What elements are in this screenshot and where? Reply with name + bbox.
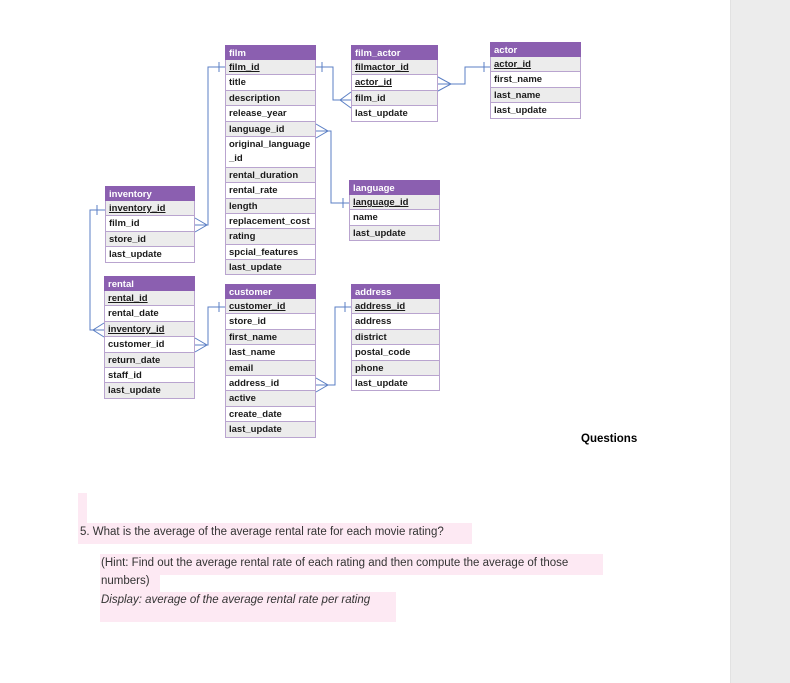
- relation-inventory-rental: [90, 210, 105, 330]
- field-first-name: first_name: [490, 72, 581, 87]
- field-rental-duration: rental_duration: [225, 168, 316, 183]
- field-postal-code: postal_code: [351, 345, 440, 360]
- field-customer-id: customer_id: [104, 337, 195, 352]
- field-last-update: last_update: [490, 103, 581, 118]
- field-length: length: [225, 199, 316, 214]
- highlight-left-bar: [78, 493, 87, 525]
- field-actor-id: actor_id: [490, 57, 581, 72]
- field-original-language-id: original_language_id: [225, 137, 316, 168]
- field-create-date: create_date: [225, 407, 316, 422]
- question-5: 5. What is the average of the average rental rate for each movie rating?: [80, 526, 444, 538]
- table-header-rental: rental: [104, 276, 195, 291]
- field-customer-id: customer_id: [225, 299, 316, 314]
- field-first-name: first_name: [225, 330, 316, 345]
- relation-address-customer: [316, 307, 351, 385]
- field-description: description: [225, 91, 316, 106]
- field-filmactor-id: filmactor_id: [351, 60, 438, 75]
- field-film-id: film_id: [351, 91, 438, 106]
- table-header-inventory: inventory: [105, 186, 195, 201]
- table-language: [349, 180, 440, 241]
- table-header-customer: customer: [225, 284, 316, 299]
- field-district: district: [351, 330, 440, 345]
- questions-heading: Questions: [581, 433, 638, 445]
- field-special-features: spcial_features: [225, 245, 316, 260]
- relation-customer-rental: [195, 307, 225, 345]
- table-header-language: language: [349, 180, 440, 195]
- field-rental-id: rental_id: [104, 291, 195, 306]
- field-film-id: film_id: [105, 216, 195, 231]
- field-address-id: address_id: [225, 376, 316, 391]
- hint-line-2: numbers): [101, 575, 150, 587]
- field-last-update: last_update: [225, 260, 316, 275]
- field-name: name: [349, 210, 440, 225]
- field-last-update: last_update: [349, 226, 440, 241]
- field-staff-id: staff_id: [104, 368, 195, 383]
- relation-actor-filmactor: [438, 67, 490, 84]
- field-phone: phone: [351, 361, 440, 376]
- table-inventory: [105, 186, 195, 263]
- hint-line-1: (Hint: Find out the average rental rate of each rating and then compute the average of those: [101, 557, 569, 569]
- field-address: address: [351, 314, 440, 329]
- table-header-actor: actor: [490, 42, 581, 57]
- field-last-update: last_update: [351, 106, 438, 121]
- field-store-id: store_id: [105, 232, 195, 247]
- relation-language-film: [316, 131, 349, 203]
- table-header-film: film: [225, 45, 316, 60]
- field-rating: rating: [225, 229, 316, 244]
- field-address-id: address_id: [351, 299, 440, 314]
- table-actor: [490, 42, 581, 119]
- table-film: [225, 45, 316, 275]
- table-customer: [225, 284, 316, 438]
- field-last-update: last_update: [105, 247, 195, 262]
- display-instruction: Display: average of the average rental rate per rating: [101, 594, 371, 606]
- field-rental-rate: rental_rate: [225, 183, 316, 198]
- field-last-update: last_update: [225, 422, 316, 437]
- field-language-id: language_id: [225, 122, 316, 137]
- field-return-date: return_date: [104, 353, 195, 368]
- field-release-year: release_year: [225, 106, 316, 121]
- field-language-id: language_id: [349, 195, 440, 210]
- relation-film-filmactor: [316, 67, 351, 100]
- table-film-actor: [351, 45, 438, 122]
- field-store-id: store_id: [225, 314, 316, 329]
- field-last-name: last_name: [225, 345, 316, 360]
- table-address: [351, 284, 440, 391]
- table-header-film-actor: film_actor: [351, 45, 438, 60]
- field-rental-date: rental_date: [104, 306, 195, 321]
- field-email: email: [225, 361, 316, 376]
- table-rental: [104, 276, 195, 399]
- table-header-address: address: [351, 284, 440, 299]
- right-sidebar: [730, 0, 790, 683]
- field-inventory-id: inventory_id: [105, 201, 195, 216]
- field-last-update: last_update: [104, 383, 195, 398]
- field-title: title: [225, 75, 316, 90]
- field-film-id: film_id: [225, 60, 316, 75]
- field-last-name: last_name: [490, 88, 581, 103]
- field-actor-id: actor_id: [351, 75, 438, 90]
- relation-film-inventory: [195, 67, 225, 225]
- field-inventory-id: inventory_id: [104, 322, 195, 337]
- field-replacement-cost: replacement_cost: [225, 214, 316, 229]
- field-last-update: last_update: [351, 376, 440, 391]
- field-active: active: [225, 391, 316, 406]
